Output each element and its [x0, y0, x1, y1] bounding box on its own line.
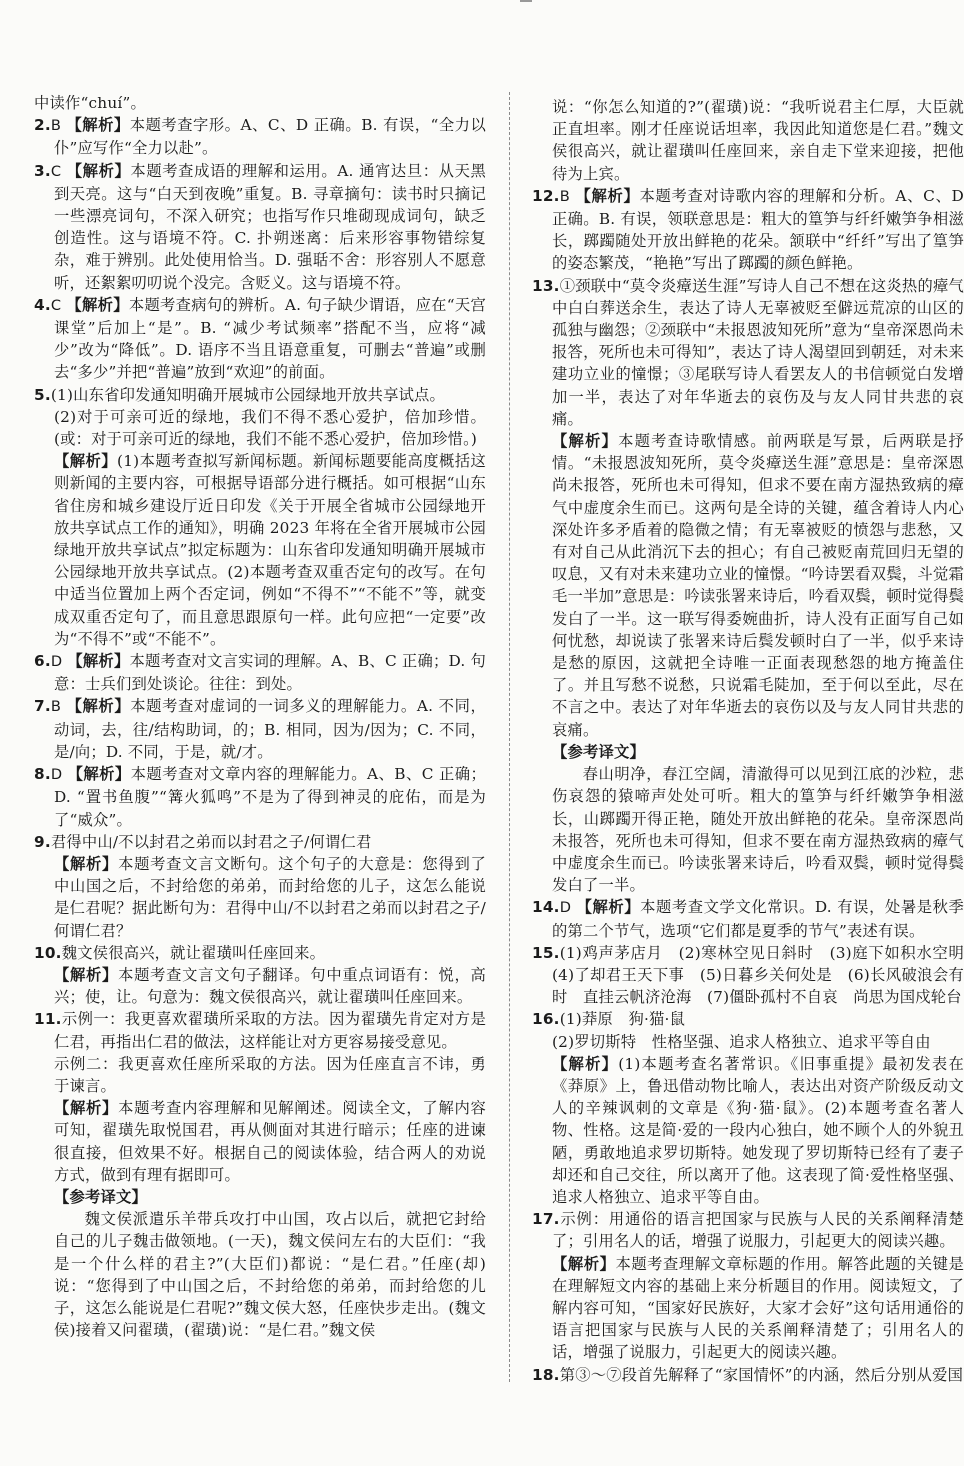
- answer-text: 示例一：我更喜欢翟璜所采取的方法。因为翟璜先肯定对方是仁君，再指出仁君的做法，这样能让对方更容易接受意见。: [54, 1010, 486, 1051]
- answer-paragraph: [532, 1253, 964, 1364]
- question-number: 16.: [532, 1010, 560, 1029]
- question-answer: [34, 114, 486, 159]
- question-answer: [532, 1364, 964, 1386]
- answer-text: 中读作“chuí”。: [34, 94, 146, 112]
- answer-text: (2)罗切斯特 性格坚强、追求人格独立、追求平等自由: [552, 1032, 931, 1051]
- right-column: [532, 96, 964, 1386]
- left-column: [34, 92, 486, 1341]
- answer-choice: C: [50, 162, 62, 180]
- question-answer: [532, 896, 964, 941]
- question-answer: [34, 695, 486, 763]
- answer-text: (1)山东省印发通知明确开展城市公园绿地开放共享试点。: [50, 385, 446, 404]
- analysis-tag: 【解析】: [66, 697, 131, 716]
- question-number: 15.: [532, 943, 560, 962]
- question-answer: [532, 275, 964, 430]
- answer-paragraph: [34, 406, 486, 450]
- question-answer: [532, 1208, 964, 1252]
- answer-text: ①颈联中“莫令炎瘴送生涯”写诗人自己不想在这炎热的瘴气中白白葬送余生，表达了诗人无辜被贬至僻远荒凉的山区的孤独与幽怨；②颈联中“未报恩波知死所”意为“皇帝深恩尚未报答，死所也未可得知”，表达了诗人渴望回到朝廷，对未来建功立业的憧憬；③尾联写诗人看罢友人的书信顿觉白发增加一半，表达了对年华逝去的哀伤及与友人同甘共悲的哀痛。: [552, 276, 964, 428]
- answer-choice: C: [50, 296, 62, 314]
- answer-paragraph: [532, 763, 964, 896]
- answer-choice: D: [50, 766, 63, 784]
- analysis-tag: 【解析】: [54, 854, 119, 873]
- answer-paragraph: [34, 1053, 486, 1097]
- question-answer: [34, 942, 486, 964]
- answer-text: 魏文侯很高兴，就让翟璜叫任座回来。: [61, 943, 326, 962]
- answer-paragraph: [34, 1186, 486, 1208]
- analysis-tag: 【解析】: [552, 432, 619, 451]
- question-number: 14.: [532, 898, 560, 917]
- answer-text: 示例：用通俗的语言把国家与民族与人民的关系阐释清楚了；引用名人的话，增强了说服力，引起更大的阅读兴趣。: [552, 1210, 964, 1251]
- question-number: 17.: [532, 1210, 560, 1229]
- question-number: 12.: [532, 186, 560, 205]
- question-answer: [532, 185, 964, 275]
- question-number: 2.: [34, 116, 51, 135]
- answer-text: (1)本题考查拟写新闻标题。新闻标题要能高度概括这则新闻的主要内容，可根据导语部分进行概括。如可根据“山东省住房和城乡建设厅近日印发《关于开展全省城市公园绿地开放共享试点工作的通知》，明确 2023 年将在全省开展城市公园绿地开放共享试点”拟定标题为：山东省印发通知明确开展城市公园绿地开放共享试点。(2)本题考查双重否定句的改写。在句中适当位置加上两个否定词，例如“不得不”“不能不”等，就变成双重否定句了，而且意思跟原句一样。此句应把“一定要”改为“不得不”或“不能不”。: [54, 452, 486, 648]
- answer-text: 本题考查成语的理解和运用。A. 通宵达旦：从天黑到天亮。这与“白天到夜晚”重复。B. 寻章摘句：读书时只摘记一些漂亮词句，不深入研究；也指写作只堆砌现成词句，缺乏创造性。这与语境不符。C. 扑朔迷离：后来形容事物错综复杂，难于辨别。此处使用恰当。D. 强聒不舍：形容别人不愿意听，还絮絮叨叨说个没完。含贬义。这与语境不符。: [54, 161, 486, 292]
- answer-paragraph: [34, 92, 486, 114]
- question-answer: [34, 1008, 486, 1052]
- answer-paragraph: [532, 96, 964, 185]
- answer-paragraph: [532, 741, 964, 763]
- answer-text: 本题考查理解文章标题的作用。解答此题的关键是在理解短文内容的基础上来分析题目的作用。阅读短文，了解内容可知，“国家好民族好，大家才会好”这句话用通俗的语言把国家与民族与人民的关系阐释清楚了；引用名人的话，增强了说服力，引起更大的阅读兴趣。: [552, 1254, 964, 1362]
- answer-text: 本题考查对文章内容的理解能力。A、B、C 正确；D. “置书鱼腹”“篝火狐鸣”不是为了得到神灵的庇佑，而是为了“威众”。: [54, 765, 487, 829]
- analysis-tag: 【解析】: [54, 452, 118, 471]
- question-number: 5.: [34, 385, 51, 404]
- question-answer: [34, 763, 486, 831]
- question-answer: [532, 942, 964, 1009]
- answer-text: 春山明净，春江空阔，清澈得可以见到江底的沙粒，悲伤哀怨的猿啼声处处可听。粗大的篁笋与纤纤嫩笋争相滋长，山踯躅开得正艳，随处开放出鲜艳的花朵。皇帝深恩尚未报答，死所也未可得知，但求不要在南方湿热致病的瘴气中虚度余生而已。吟读张署来诗后，吟看双鬓，顿时觉得鬓发白了一半。: [552, 765, 964, 895]
- answer-choice: B: [559, 187, 570, 205]
- answer-choice: B: [50, 698, 62, 716]
- answer-text: 本题考查字形。A、C、D 正确。B. 有误，“全力以仆”应写作“全力以赴”。: [54, 116, 486, 158]
- answer-text: (1)鸡声茅店月 (2)寒林空见日斜时 (3)庭下如积水空明 (4)了却君王天下事 (5)日暮乡关何处是 (6)长风破浪会有时 直挂云帆济沧海 (7)僵卧孤村不自哀 尚思为国戍轮台: [552, 943, 964, 1007]
- answer-text: 本题考查文言文句子翻译。句中重点词语有：悦，高兴；使，让。句意为：魏文侯很高兴，就让翟璜叫任座回来。: [54, 965, 486, 1007]
- answer-text: (2)对于可亲可近的绿地，我们不得不悉心爱护，倍加珍惜。(或：对于可亲可近的绿地，我们不能不悉心爱护，倍加珍惜。): [54, 407, 486, 449]
- question-number: 13.: [532, 276, 560, 295]
- answer-paragraph: [34, 1097, 486, 1186]
- answer-paragraph: [34, 964, 486, 1008]
- question-answer: [532, 1008, 964, 1030]
- analysis-tag: 【解析】: [66, 295, 129, 314]
- question-number: 7.: [34, 697, 51, 716]
- answer-paragraph: [532, 1053, 964, 1208]
- question-answer: [34, 384, 486, 406]
- analysis-tag: 【解析】: [67, 765, 131, 784]
- question-number: 6.: [34, 652, 51, 671]
- analysis-tag: 【解析】: [66, 161, 131, 180]
- answer-paragraph: [34, 1208, 486, 1341]
- question-number: 9.: [34, 832, 51, 851]
- question-number: 18.: [532, 1365, 560, 1384]
- question-number: 11.: [34, 1010, 62, 1029]
- answer-choice: D: [50, 653, 63, 671]
- question-number: 8.: [34, 765, 51, 784]
- answer-choice: B: [50, 117, 62, 135]
- analysis-tag: 【参考译文】: [552, 742, 645, 761]
- answer-text: 示例二：我更喜欢任座所采取的方法。因为任座直言不讳，勇于谏言。: [54, 1054, 486, 1095]
- answer-text: (1)莽原 狗·猫·鼠: [559, 1010, 686, 1029]
- analysis-tag: 【解析】: [54, 1099, 119, 1118]
- question-number: 3.: [34, 161, 51, 180]
- answer-text: 本题考查对文言实词的理解。A、B、C 正确；D. 句意：士兵们到处谈论。往往：到处。: [54, 652, 487, 694]
- answer-text: 本题考查文学文化常识。D. 有误，处暑是秋季的第二个节气，选项“它们都是夏季的节气”表述有误。: [552, 898, 964, 940]
- answer-paragraph: [34, 853, 486, 942]
- answer-text: 君得中山/不以封君之弟而以封君之子/何谓仁君: [50, 832, 372, 851]
- answer-text: 第③～⑦段首先解释了“家国情怀”的内涵，然后分别从爱国: [559, 1365, 964, 1384]
- answer-paragraph: [34, 450, 486, 650]
- question-answer: [34, 650, 486, 695]
- analysis-tag: 【解析】: [67, 652, 130, 671]
- answer-choice: D: [559, 899, 572, 917]
- question-number: 4.: [34, 295, 51, 314]
- answer-text: 本题考查病句的辨析。A. 句子缺少谓语，应在“天宫课堂”后加上“是”。B. “减少考试频率”搭配不当，应将“减少”改为“降低”。D. 语序不当且语意重复，可删去“普遍”或删去“多少”并把“普遍”放到“欢迎”的前面。: [54, 295, 487, 382]
- question-answer: [34, 831, 486, 853]
- answer-text: 本题考查诗歌情感。前两联是写景，后两联是抒情。“未报恩波知死所，莫令炎瘴送生涯”意思是：皇帝深恩尚未报答，死所也未可得知，但求不要在南方湿热致病的瘴气中虚度余生而已。这两句是全诗的关键，蕴含着诗人内心深处许多矛盾着的隐微之情；有无辜被贬的愤怨与悲愁，又有对自己从此消沉下去的担心；有自己被贬南荒回归无望的叹息，又有对未来建功立业的憧憬。“吟诗罢看双鬓，斗觉霜毛一半加”意思是：吟读张署来诗后，吟看双鬓，顿时觉得鬓发白了一半。这一联写得委婉曲折，诗人没有正面写自己如何忧愁，却说读了张署来诗后鬓发顿时白了一半，似乎来诗是愁的原因，这就把全诗唯一正面表现愁怨的地方掩盖住了。并且写愁不说愁，只说霜毛陡加，至于何以至此，尽在不言之中。表达了对年华逝去的哀伤以及与友人同甘共悲的哀痛。: [552, 432, 964, 739]
- answer-text: 本题考查对虚词的一词多义的理解能力。A. 不同，动词，去，往/结构助词，的；B. 相同，因为/因为；C. 不同，是/向；D. 不同，于是，就/才。: [54, 697, 486, 761]
- answer-text: 魏文侯派遣乐羊带兵攻打中山国，攻占以后，就把它封给自己的儿子魏击做领地。(一天)，魏文侯问左右的大臣们：“我是一个什么样的君主?”(大臣们)都说：“是仁君。”任座(却)说：“您得到了中山国之后，不封给您的弟弟，而封给您的儿子，这怎么能说是仁君呢?”魏文侯大怒，任座快步走出。(魏文侯)接着又问翟璜，(翟璜)说：“是仁君。”魏文侯: [54, 1210, 486, 1340]
- question-answer: [34, 160, 486, 294]
- column-divider: [509, 92, 510, 1382]
- analysis-tag: 【参考译文】: [54, 1187, 147, 1206]
- question-answer: [34, 294, 486, 384]
- answer-text: 本题考查文言文断句。这个句子的大意是：您得到了中山国之后，不封给您的弟弟，而封给您的儿子，这怎么能说是仁君呢？据此断句为：君得中山/不以封君之弟而以封君之子/何谓仁君？: [54, 854, 486, 940]
- question-number: 10.: [34, 943, 62, 962]
- analysis-tag: 【解析】: [54, 965, 119, 984]
- answer-text: 本题考查对诗歌内容的理解和分析。A、C、D 正确。B. 有误，领联意思是：粗大的篁笋与纤纤嫩笋争相滋长，踯躅随处开放出鲜艳的花朵。颔联中“纤纤”写出了篁笋的姿态繁茂，“艳艳”写出了踯躅的颜色鲜艳。: [552, 186, 964, 273]
- analysis-tag: 【解析】: [66, 116, 130, 135]
- analysis-tag: 【解析】: [576, 898, 641, 917]
- analysis-tag: 【解析】: [575, 186, 640, 205]
- answer-text: 本题考查内容理解和见解阐述。阅读全文，了解内容可知，翟璜先取悦国君，再从侧面对其进行暗示；任座的进谏很直接，但效果不好。根据自己的阅读体验，结合两人的劝说方式，做到有理有据即可。: [54, 1099, 486, 1184]
- answer-paragraph: [532, 430, 964, 741]
- analysis-tag: 【解析】: [552, 1254, 616, 1273]
- answer-paragraph: [532, 1031, 964, 1053]
- analysis-tag: 【解析】: [552, 1054, 619, 1073]
- page-top-mark: [520, 0, 532, 2]
- answer-text: 说：“你怎么知道的?”(翟璜)说：“我听说君主仁厚，大臣就正直坦率。刚才任座说话坦率，我因此知道您是仁君。”魏文侯很高兴，就让翟璜叫任座回来，亲自走下堂来迎接，把他待为上宾。: [552, 98, 964, 183]
- answer-text: (1)本题考查名著常识。《旧事重提》最初发表在《莽原》上，鲁迅借动物比喻人，表达出对资产阶级反动文人的辛辣讽刺的文章是《狗·猫·鼠》。(2)本题考查名著人物、性格。这是简·爱的一段内心独白，她不顾个人的外貌丑陋，勇敢地追求罗切斯特。她发现了罗切斯特已经有了妻子却还和自己交往，所以离开了他。这表现了简·爱性格坚强、追求人格独立、追求平等自由。: [552, 1054, 964, 1206]
